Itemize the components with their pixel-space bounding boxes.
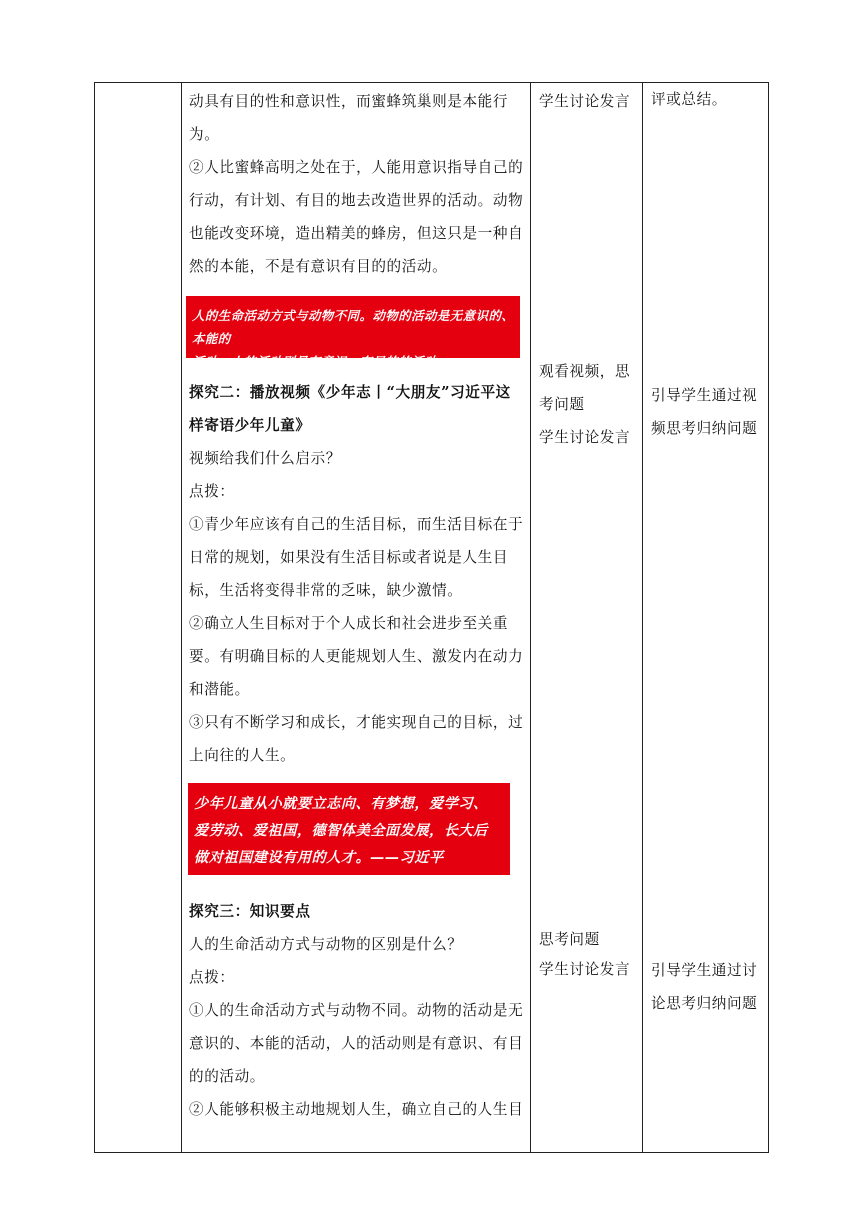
text-line: 然的本能，不是有意识有目的的活动。 — [189, 258, 448, 275]
text-line: 标，生活将变得非常的乏味，缺少激情。 — [189, 582, 463, 599]
text-line: ②人能够积极主动地规划人生，确立自己的人生目 — [189, 1101, 524, 1118]
text-line: ②确立人生目标对于个人成长和社会进步至关重 — [189, 615, 509, 632]
banner-line: 爱劳动、爱祖国，德智体美全面发展，长大后 — [194, 823, 488, 839]
text-line: 要。有明确目标的人更能规划人生、激发内在动力 — [189, 648, 524, 665]
text-line: 考问题 — [539, 396, 585, 413]
text-line: 引导学生通过视 — [651, 387, 758, 404]
section-heading: 探究三：知识要点 — [189, 903, 311, 920]
text-line: 学生讨论发言 — [539, 961, 631, 978]
section-column — [95, 83, 182, 1153]
text-line: 观看视频，思 — [539, 363, 631, 380]
design-intent-column — [643, 83, 769, 1153]
table-row — [95, 83, 769, 1153]
teacher-activity-column — [182, 83, 531, 1153]
text-line: 引导学生通过讨 — [651, 962, 758, 979]
text-line: 点拨： — [189, 969, 235, 986]
text-line: 论思考归纳问题 — [651, 995, 758, 1012]
text-line: 学生讨论发言 — [539, 429, 631, 446]
text-line: 意识的、本能的活动，人的活动则是有意识、有目 — [189, 1035, 524, 1052]
text-line: 为。 — [189, 126, 220, 143]
banner-line: 活动，人的活动则是有意识、有目的的活动。 — [192, 354, 450, 369]
text-line: 动具有目的性和意识性，而蜜蜂筑巢则是本能行 — [189, 93, 509, 110]
section-heading: 探究二：播放视频《少年志丨“大朋友”习近平这 — [189, 384, 511, 401]
quote-banner-image — [186, 296, 520, 369]
text-line: ①青少年应该有自己的生活目标，而生活目标在于 — [189, 516, 524, 533]
quote-banner-image — [188, 783, 510, 875]
text-line: 日常的规划，如果没有生活目标或者说是人生目 — [189, 549, 509, 566]
text-line: 点拨： — [189, 483, 235, 500]
text-line: 人的生命活动方式与动物的区别是什么？ — [189, 936, 463, 953]
text-line: 行动，有计划、有目的地去改造世界的活动。动物 — [189, 192, 524, 209]
section-heading: 样寄语少年儿童》 — [189, 417, 311, 434]
text-line: 也能改变环境，造出精美的蜂房，但这只是一种自 — [189, 225, 524, 242]
text-line: 的的活动。 — [189, 1068, 265, 1085]
text-line: ②人比蜜蜂高明之处在于，人能用意识指导自己的 — [189, 159, 524, 176]
text-line: 和潜能。 — [189, 681, 250, 698]
banner-line: 人的生命活动方式与动物不同。动物的活动是无意识的、本能的 — [192, 308, 515, 346]
text-line: 思考问题 — [539, 931, 600, 948]
text-line: 频思考归纳问题 — [651, 420, 758, 437]
banner-line: 少年儿童从小就要立志向、有梦想，爱学习、 — [194, 796, 488, 812]
text-line: 学生讨论发言 — [539, 93, 631, 110]
text-line: 评或总结。 — [651, 91, 727, 108]
text-line: 上向往的人生。 — [189, 747, 296, 764]
lesson-plan-table — [94, 82, 769, 1153]
text-line: ①人的生命活动方式与动物不同。动物的活动是无 — [189, 1002, 524, 1019]
banner-line: 做对祖国建设有用的人才。——习近平 — [194, 850, 444, 866]
text-line: ③只有不断学习和成长，才能实现自己的目标，过 — [189, 714, 524, 731]
student-activity-column — [531, 83, 643, 1153]
text-line: 视频给我们什么启示？ — [189, 450, 341, 467]
